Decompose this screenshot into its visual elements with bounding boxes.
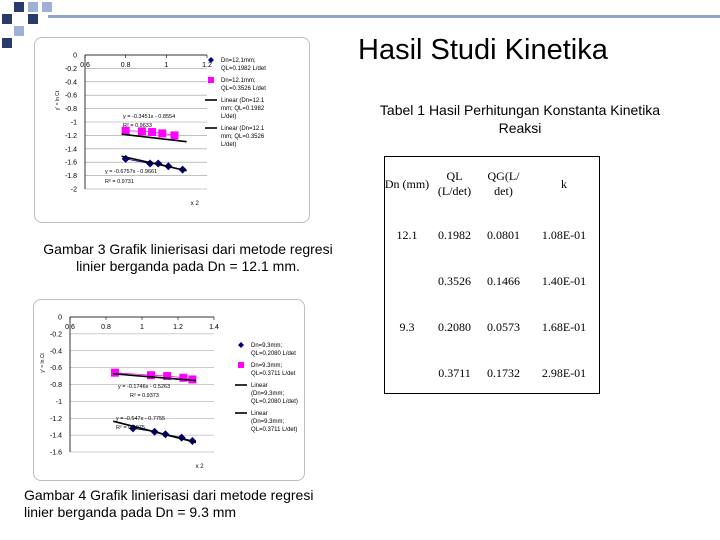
- header-k: k: [561, 176, 567, 191]
- x-tick-label: 0.8: [101, 324, 111, 331]
- y-tick-label: -1: [70, 119, 77, 127]
- x-tick-label: 0.6: [80, 62, 90, 69]
- legend-label: Dn=9.3mm;: [251, 343, 283, 349]
- legend-label: Dn=12.1mm;: [221, 58, 256, 64]
- legend-label: Dn=12.1mm;: [221, 78, 256, 84]
- cell-k: 1.40E-01: [541, 273, 587, 288]
- y-tick-label: -0.4: [49, 348, 62, 356]
- corner-square-6: [14, 26, 24, 36]
- legend-label: (Dn=9.3mm;: [251, 419, 285, 425]
- y-tick-label: -1.8: [64, 173, 77, 181]
- header-qg: QG(L/ det): [487, 169, 520, 198]
- x-tick-label: 0.8: [120, 62, 131, 69]
- x-tick-label: 1: [140, 324, 144, 331]
- chart-2: [34, 300, 304, 480]
- y-tick-label: -1.2: [64, 132, 77, 140]
- corner-square-2: [28, 2, 38, 12]
- y-tick-label: -1.4: [49, 432, 62, 440]
- chart-panel-2: [33, 299, 305, 481]
- data-point-square: [158, 129, 166, 137]
- y-tick-label: -1: [55, 398, 62, 406]
- corner-square-3: [42, 2, 52, 12]
- legend-label: mm; QL=0.1982: [221, 106, 265, 112]
- cell-dn: 9.3: [399, 319, 415, 334]
- chart-legend: [205, 57, 266, 148]
- equation-label: y = -0.1746x - 0.5263: [118, 384, 171, 390]
- legend-label: Linear: [251, 383, 268, 389]
- data-point-square: [170, 131, 178, 139]
- y-tick-label: 0: [73, 52, 77, 60]
- table-border: [384, 156, 600, 394]
- legend-label: Dn=9.3mm;: [251, 363, 283, 369]
- legend-label: QL=0.3526 L/det: [221, 86, 266, 92]
- corner-square-7: [2, 38, 12, 48]
- y-axis-label: y' = ln Ct: [55, 90, 61, 111]
- legend-label: (Dn=9.3mm;: [251, 391, 285, 397]
- y-tick-label: -0.8: [49, 382, 62, 389]
- cell-k: 1.68E-01: [541, 319, 587, 334]
- y-tick-label: -0.6: [64, 92, 77, 100]
- legend-square-swatch: [238, 362, 244, 368]
- cell-qg: 0.1732: [487, 365, 520, 380]
- x-tick-label: 1.2: [202, 62, 212, 69]
- legend-diamond-swatch: [238, 342, 244, 348]
- figure-caption-2: Gambar 4 Grafik linierisasi dari metode regresi linier berganda pada Dn = 9.3 mm: [24, 487, 314, 520]
- legend-label: QL=0.2080 L/det): [251, 399, 298, 405]
- header-dn: Dn (mm): [384, 176, 430, 191]
- corner-square-5: [28, 14, 38, 24]
- legend-label: Linear (Dn=12.1: [221, 98, 265, 104]
- data-point-square: [148, 128, 156, 136]
- corner-square-1: [14, 2, 24, 12]
- cell-qg: 0.1466: [487, 273, 520, 288]
- chart-panel-1: [34, 37, 310, 223]
- cell-ql: 0.1982: [438, 227, 471, 242]
- legend-label: L/det): [221, 142, 237, 148]
- data-point-square: [147, 371, 155, 379]
- legend-label: QL=0.2080 L/det: [251, 351, 296, 357]
- legend-label: Linear (Dn=12.1: [221, 126, 265, 132]
- cell-dn: 12.1: [396, 227, 418, 242]
- header-ql: QL (L/det): [437, 169, 472, 198]
- x-axis-label: x 2: [190, 201, 199, 207]
- y-tick-label: -1.2: [49, 415, 62, 423]
- cell-qg: 0.0801: [487, 227, 520, 242]
- cell-ql: 0.2080: [438, 319, 471, 334]
- y-tick-label: -0.4: [64, 79, 77, 87]
- figure-caption-1: Gambar 3 Grafik linierisasi dari metode regresi linier berganda pada Dn = 12.1 mm.: [43, 241, 333, 274]
- data-point-square: [111, 369, 119, 377]
- y-tick-label: -2: [70, 186, 77, 194]
- equation-label: y = -0.547x - 0.7755: [116, 416, 166, 422]
- equation-label: y = -0.3451x - 0.8554: [123, 114, 176, 120]
- y-tick-label: -0.8: [64, 106, 77, 114]
- chart-1: [35, 38, 309, 222]
- y-tick-label: -1.4: [64, 146, 77, 154]
- x-tick-label: 1.2: [173, 324, 183, 331]
- cell-qg: 0.0573: [487, 319, 520, 334]
- equation-label: R² = 0.9731: [105, 179, 134, 185]
- y-tick-label: -0.2: [64, 65, 77, 73]
- legend-label: Linear: [251, 411, 268, 417]
- y-axis-label: y' = ln Ct: [40, 353, 46, 373]
- cell-k: 1.08E-01: [541, 227, 587, 242]
- x-tick-label: 1.4: [209, 324, 219, 331]
- legend-label: QL=0.3711 L/det): [251, 427, 298, 433]
- chart-legend: [235, 342, 298, 433]
- table-caption: Tabel 1 Hasil Perhitungan Konstanta Kinetika Reaksi: [379, 102, 661, 136]
- corner-square-4: [2, 14, 12, 24]
- header-rule: [48, 15, 720, 18]
- cell-ql: 0.3711: [438, 365, 471, 380]
- y-tick-label: -0.2: [49, 331, 62, 339]
- legend-square-swatch: [208, 77, 214, 83]
- legend-label: L/det): [221, 114, 237, 120]
- x-tick-label: 1: [164, 62, 169, 69]
- equation-label: R² = 0.9975: [116, 425, 145, 431]
- slide-title: Hasil Studi Kinetika: [358, 34, 608, 66]
- legend-label: QL=0.1982 L/det: [221, 66, 266, 72]
- cell-ql: 0.3526: [438, 273, 471, 288]
- equation-label: R² = 0.9633: [123, 123, 152, 129]
- y-tick-label: -0.6: [49, 365, 62, 373]
- equation-label: R² = 0.9373: [130, 393, 159, 399]
- cell-k: 2.98E-01: [541, 365, 587, 380]
- x-axis-label: x 2: [195, 464, 204, 470]
- legend-label: mm; QL=0.3526: [221, 134, 265, 140]
- equation-label: y = -0.6757x - 0.9661: [105, 169, 158, 175]
- x-tick-label: 0.6: [65, 324, 75, 331]
- y-tick-label: -1.6: [64, 159, 77, 167]
- legend-label: QL=0.3711 L/det: [251, 371, 296, 377]
- y-tick-label: -1.6: [49, 449, 62, 457]
- y-tick-label: 0: [58, 314, 62, 322]
